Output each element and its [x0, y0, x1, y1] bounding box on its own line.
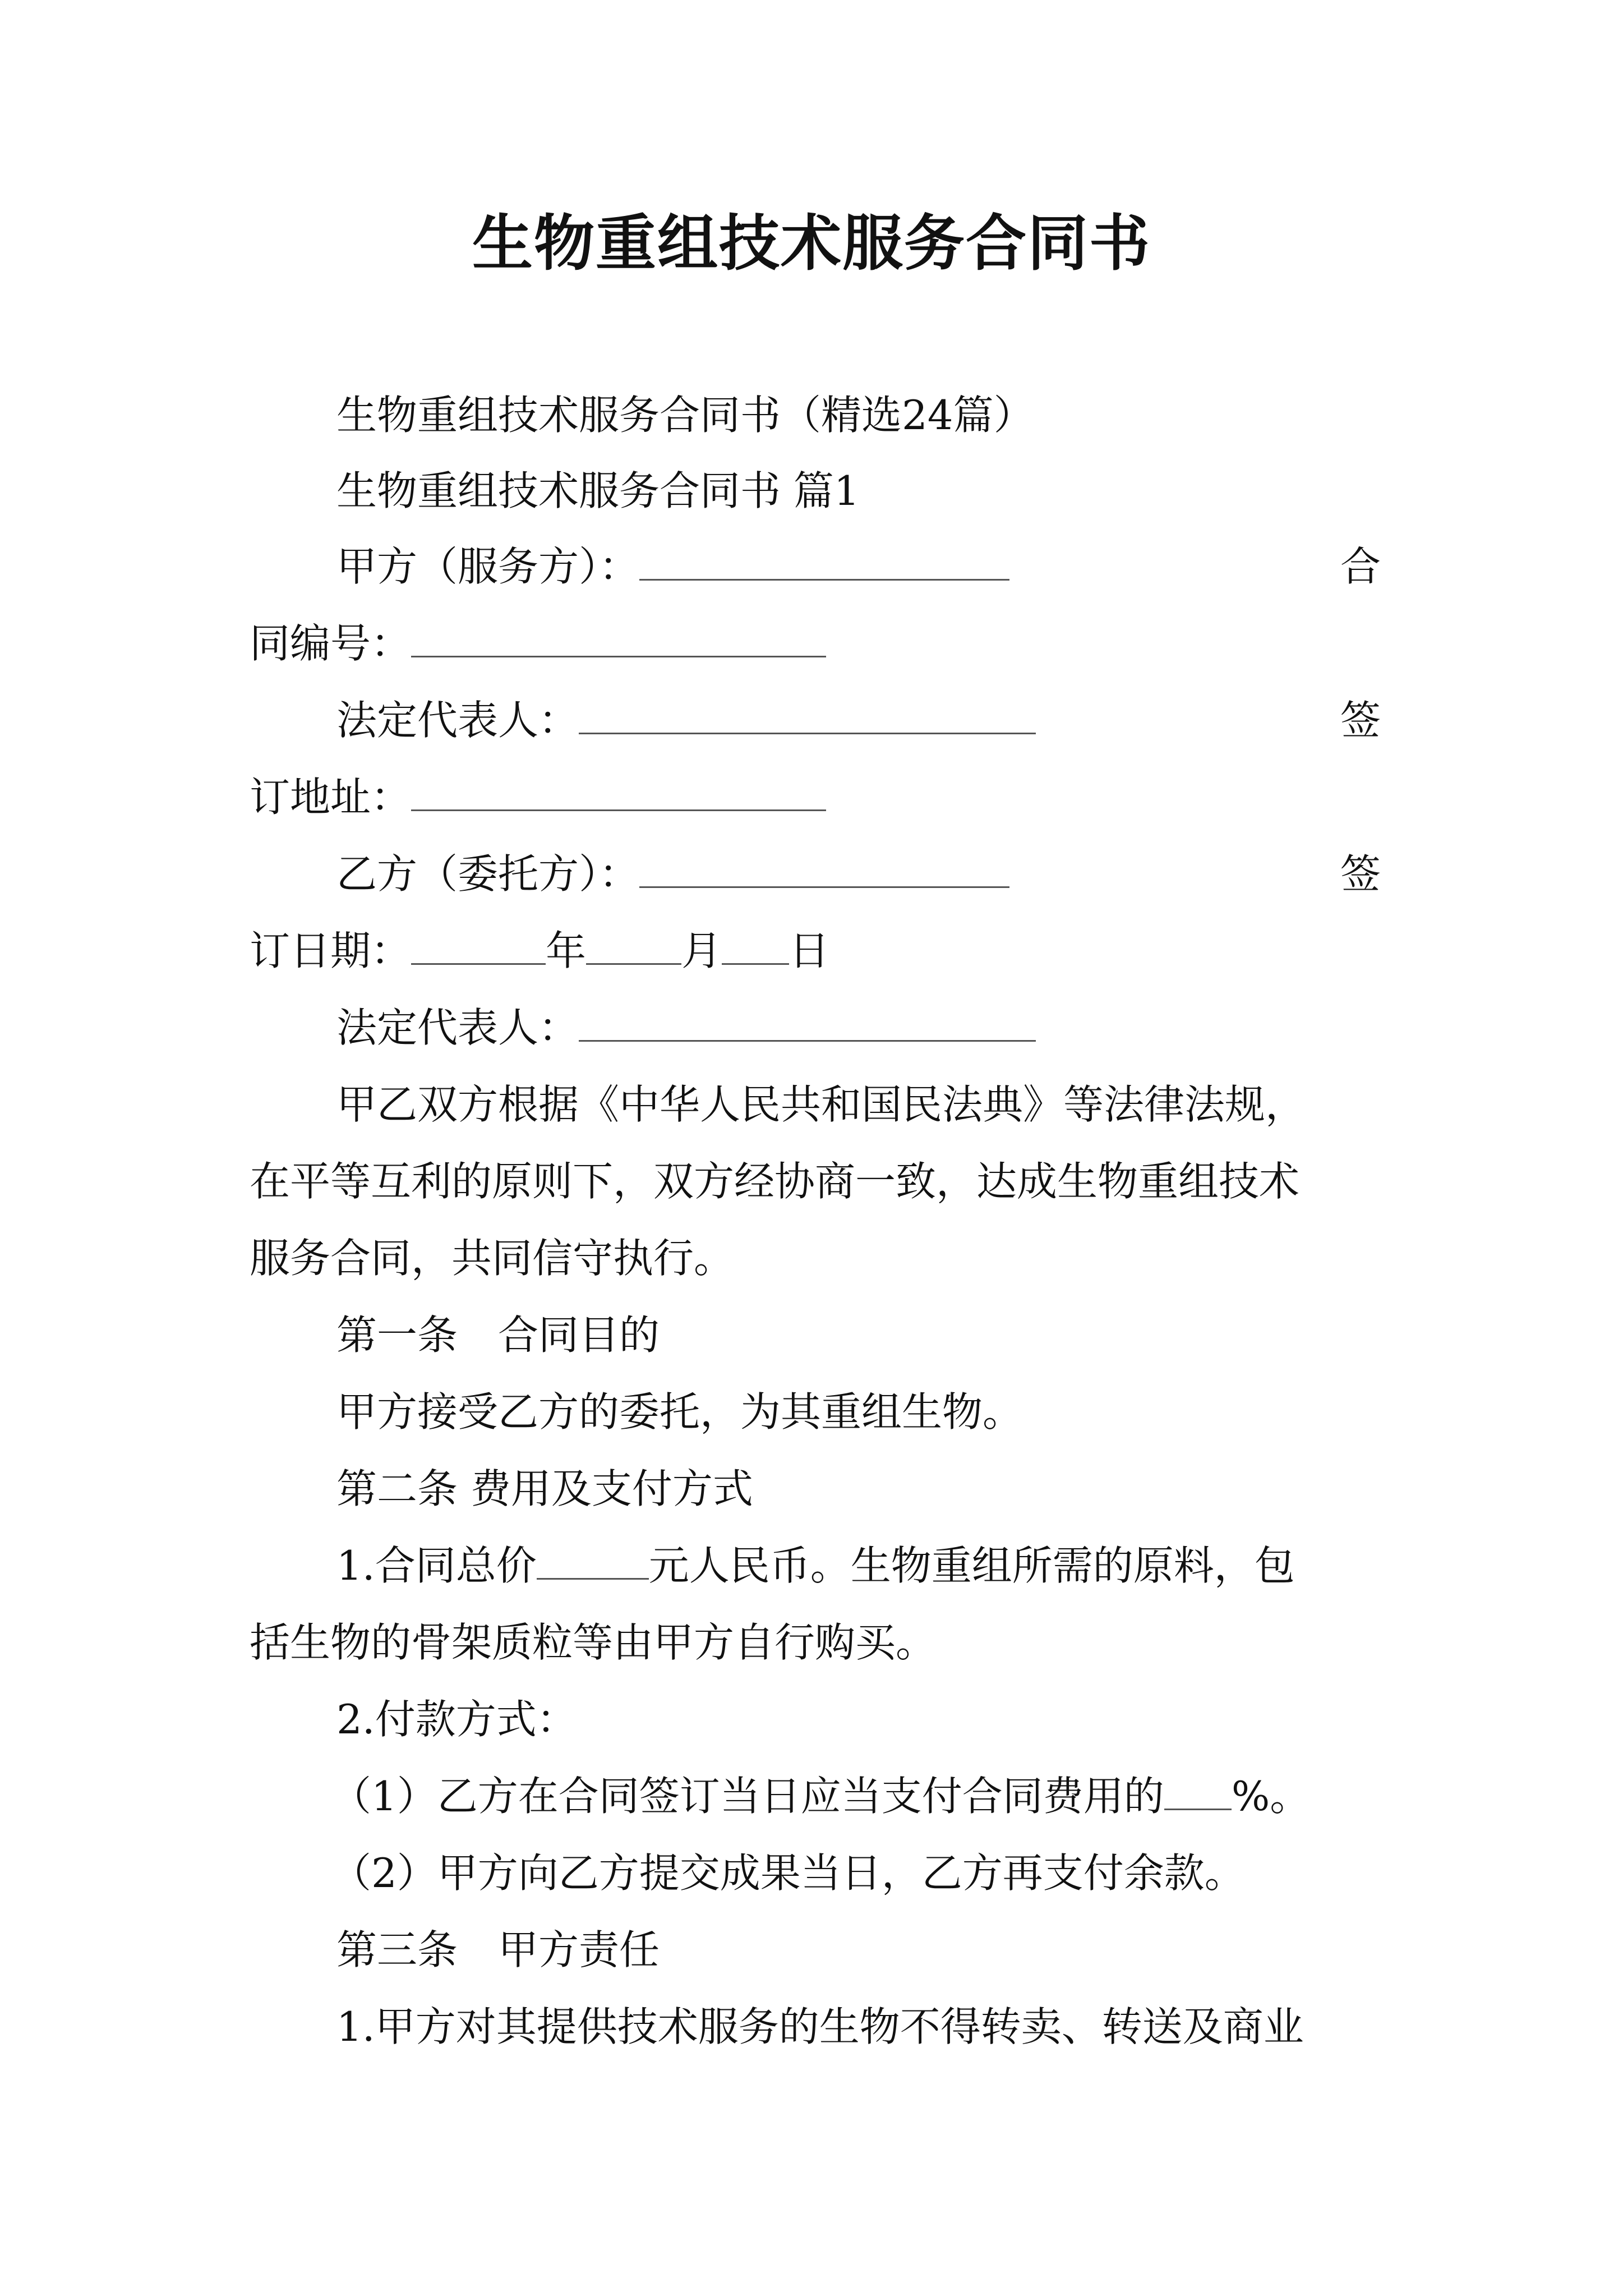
year-blank [411, 924, 546, 965]
party-b-label: 乙方（委托方）： [336, 850, 640, 898]
article-1-title: 第一条 合同目的 [336, 1312, 660, 1359]
legal-rep-b-blank [579, 1001, 1036, 1042]
sign-address-blank [411, 770, 826, 811]
legal-rep-b-label: 法定代表人： [336, 1004, 579, 1051]
day-label: 日 [789, 927, 830, 974]
month-label: 月 [681, 927, 722, 974]
document-title: 生物重组技术服务合同书 [472, 209, 1151, 279]
day-blank [722, 924, 789, 965]
sign-date-line [250, 923, 829, 979]
party-b-blank [639, 847, 1009, 888]
article-2-para-2: 2.付款方式： [336, 1696, 577, 1743]
document-subtitle: 生物重组技术服务合同书（精选24篇） [336, 392, 1034, 439]
sign-date-label-start: 签 [1340, 850, 1381, 898]
total-price-label: 1.合同总价 [336, 1542, 537, 1589]
percent-blank [1164, 1769, 1232, 1810]
article-2-para-1 [336, 1538, 1295, 1594]
article-2-item-1 [331, 1768, 1310, 1824]
total-price-blank [537, 1539, 649, 1580]
party-a-line [336, 539, 1009, 595]
sign-date-label: 订日期： [250, 927, 412, 974]
legal-rep-a-blank [579, 693, 1036, 734]
sign-address-line [250, 769, 826, 825]
article-1-text: 甲方接受乙方的委托，为其重组生物。 [336, 1388, 1023, 1435]
chapter-heading: 生物重组技术服务合同书 篇1 [336, 467, 860, 514]
article-2-title: 第二条 费用及支付方式 [336, 1465, 753, 1512]
item-1-text: （1）乙方在合同签订当日应当支付合同费用的 [331, 1773, 1164, 1820]
percent-sign: %。 [1231, 1773, 1311, 1820]
article-2-item-2: （2）甲方向乙方提交成果当日，乙方再支付余款。 [331, 1849, 1245, 1897]
total-price-rest: 元人民币。生物重组所需的原料，包 [648, 1542, 1295, 1589]
party-a-blank [639, 540, 1009, 581]
legal-rep-a-line [336, 692, 1036, 748]
contract-no-label: 同编号： [250, 620, 412, 667]
sign-address-label-start: 签 [1340, 697, 1381, 744]
contract-no-line [250, 615, 826, 671]
month-blank [586, 924, 681, 965]
legal-rep-b-line [336, 1000, 1036, 1056]
sign-address-label: 订地址： [250, 774, 412, 821]
contract-no-label-start: 合 [1340, 543, 1381, 590]
party-a-label: 甲方（服务方）： [336, 543, 640, 590]
intro-line-2: 在平等互利的原则下，双方经协商一致，达成生物重组技术 [250, 1158, 1300, 1205]
article-3-title: 第三条 甲方责任 [336, 1926, 660, 1973]
intro-line-3: 服务合同，共同信守执行。 [250, 1235, 735, 1282]
article-2-para-1-cont: 括生物的骨架质粒等由甲方自行购买。 [250, 1619, 937, 1666]
year-label: 年 [546, 927, 587, 974]
intro-line-1: 甲乙双方根据《中华人民共和国民法典》等法律法规， [336, 1081, 1306, 1128]
legal-rep-a-label: 法定代表人： [336, 697, 579, 744]
article-3-para-1: 1.甲方对其提供技术服务的生物不得转卖、转送及商业 [336, 2003, 1304, 2050]
party-b-line [336, 846, 1009, 902]
contract-no-blank [411, 616, 826, 657]
